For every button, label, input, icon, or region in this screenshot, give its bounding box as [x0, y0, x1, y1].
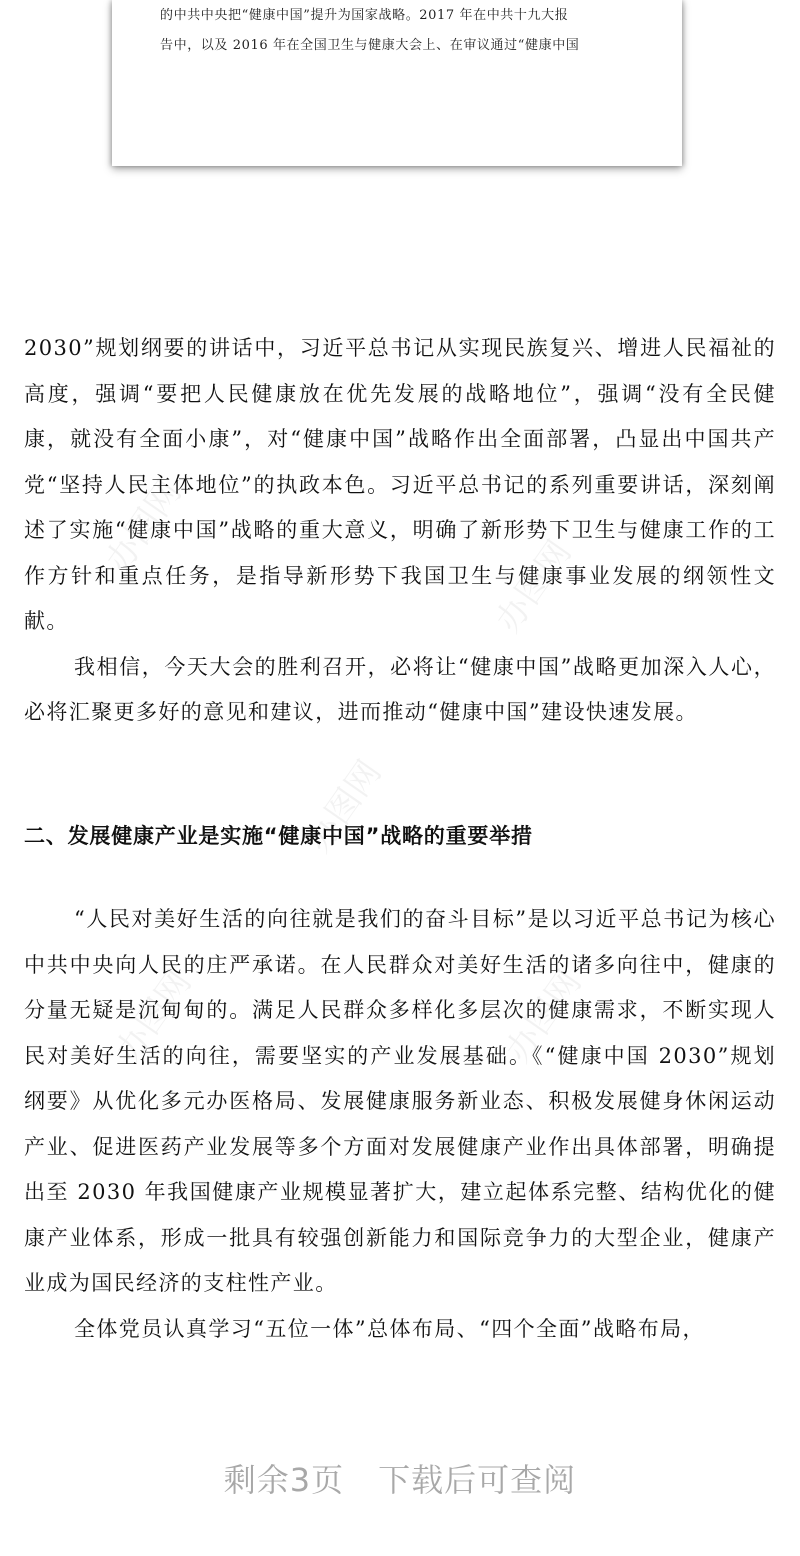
paragraph-belief: 我相信，今天大会的胜利召开，必将让“健康中国”战略更加深入人心，必将汇聚更多好的意见和建议，进而推动“健康中国”建设快速发展。 — [24, 654, 776, 724]
watermark-text: 办图网 — [488, 533, 580, 640]
previous-page-card — [112, 0, 682, 166]
download-to-view-label[interactable]: 下载后可查阅 — [378, 1461, 577, 1499]
body-text-section-2 — [24, 897, 776, 1352]
watermark-text: 办图网 — [498, 963, 590, 1070]
body-text-section-1 — [24, 326, 776, 736]
paragraph-party-members: 全体党员认真学习“五位一体”总体布局、“四个全面”战略布局， — [74, 1316, 705, 1341]
watermark-text: 办图网 — [108, 963, 200, 1070]
watermark-text: 办图网 — [298, 753, 390, 860]
paragraph-people-aspiration: “人民对美好生活的向往就是我们的奋斗目标”是以习近平总书记为核心中共中央向人民的庄严承诺。在人民群众对美好生活的诸多向往中，健康的分量无疑是沉甸甸的。满足人民群众多样化多层次的健康需求，不断实现人民对美好生活的向往，需要坚实的产业发展基础。《“健康中国 2030”规划纲要》从优化多元办医格局、发展健康服务新业态、积极发展健身休闲运动产业、促进医药产业发展等多个方面对发展健康产业作出具体部署，明确提出至 2030 年我国健康产业规模显著扩大，建立起体系完整、结构优化的健康产业体系，形成一批具有较强创新能力和国际竞争力的大型企业，健康产业成为国民经济的支柱性产业。 — [24, 907, 776, 1295]
paragraph-continued: 2030”规划纲要的讲话中，习近平总书记从实现民族复兴、增进人民福祉的高度，强调“要把人民健康放在优先发展的战略地位”，强调“没有全民健康，就没有全面小康”，对“健康中国”战略作出全面部署，凸显出中国共产党“坚持人民主体地位”的执政本色。习近平总书记的系列重要讲话，深刻阐述了实施“健康中国”战略的重大意义，明确了新形势下卫生与健康工作的工作方针和重点任务，是指导新形势下我国卫生与健康事业发展的纲领性文献。 — [24, 336, 776, 633]
section-heading: 二、发展健康产业是实施“健康中国”战略的重要举措 — [24, 824, 533, 848]
previous-page-line-1: 的中共中央把“健康中国”提升为国家战略。2017 年在中共十九大报 — [160, 8, 569, 23]
previous-page-line-2: 告中，以及 2016 年在全国卫生与健康大会上、在审议通过“健康中国 — [160, 38, 580, 53]
watermark-text: 办图网 — [98, 473, 190, 580]
download-prompt[interactable] — [0, 1455, 800, 1501]
remaining-pages-label[interactable]: 剩余3页 — [223, 1461, 345, 1499]
